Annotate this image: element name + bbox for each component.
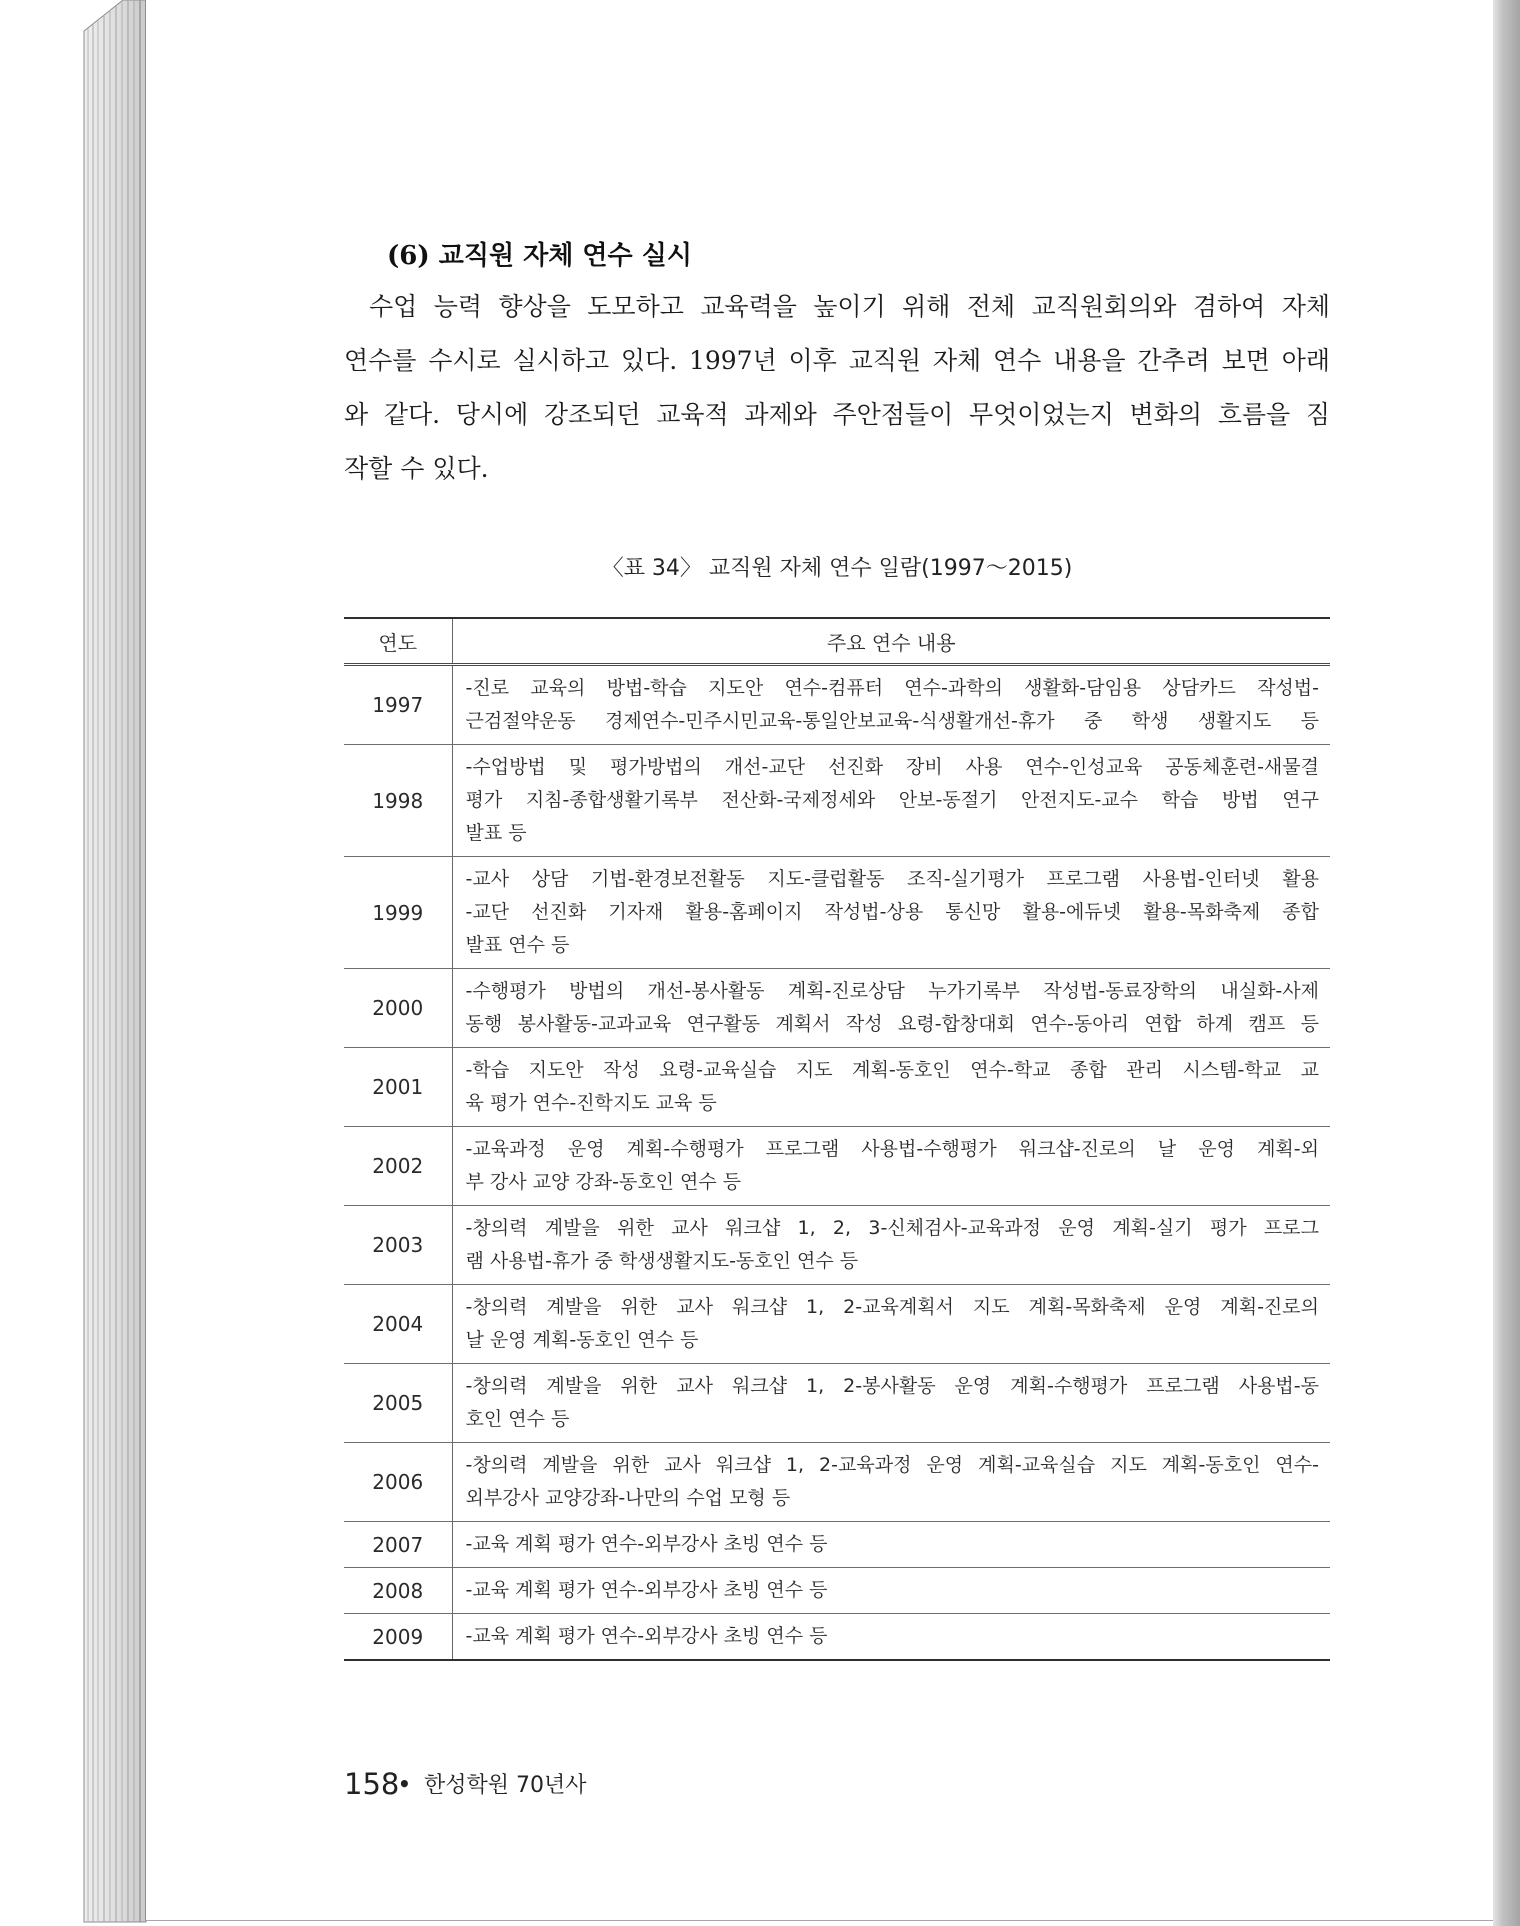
year-cell: 2009 bbox=[344, 1614, 452, 1661]
page-number: 158 bbox=[344, 1767, 400, 1801]
content-cell bbox=[452, 1285, 1330, 1364]
year-cell: 2001 bbox=[344, 1048, 452, 1127]
paragraph-line: 수업 능력 향상을 도모하고 교육력을 높이기 위해 전체 교직원회의와 겸하여 자체 bbox=[369, 292, 1330, 321]
content-line: 평가 지침-종합생활기록부 전산화-국제정세와 안보-동절기 안전지도-교수 학습 방법 연구 bbox=[465, 789, 1319, 811]
header-content: 주요 연수 내용 bbox=[452, 618, 1330, 665]
year-cell: 2004 bbox=[344, 1285, 452, 1364]
content-line: 발표 연수 등 bbox=[465, 934, 570, 956]
content-cell bbox=[452, 665, 1330, 745]
year-cell: 1999 bbox=[344, 857, 452, 969]
table-header-row bbox=[344, 618, 1330, 665]
table-row bbox=[344, 1614, 1330, 1661]
year-cell: 2008 bbox=[344, 1568, 452, 1614]
table-row bbox=[344, 1443, 1330, 1522]
paragraph-line: 작할 수 있다. bbox=[344, 454, 489, 483]
section-heading: (6) 교직원 자체 연수 실시 bbox=[387, 241, 692, 271]
content-line: 육 평가 연수-진학지도 교육 등 bbox=[465, 1092, 717, 1114]
content-line: -교육과정 운영 계획-수행평가 프로그램 사용법-수행평가 워크샵-진로의 날 운영 계획-외 bbox=[465, 1138, 1319, 1160]
table-row bbox=[344, 969, 1330, 1048]
year-cell: 2005 bbox=[344, 1364, 452, 1443]
content-cell bbox=[452, 1364, 1330, 1443]
table-row bbox=[344, 745, 1330, 857]
book-title: 한성학원 70년사 bbox=[424, 1773, 587, 1798]
content-line: 부 강사 교양 강좌-동호인 연수 등 bbox=[465, 1171, 742, 1193]
content-line: -수업방법 및 평가방법의 개선-교단 선진화 장비 사용 연수-인성교육 공동체훈련-새물결 bbox=[465, 756, 1319, 778]
table-row bbox=[344, 1568, 1330, 1614]
table-row bbox=[344, 665, 1330, 745]
table-caption: 〈표 34〉 교직원 자체 연수 일람(1997～2015) bbox=[601, 556, 1073, 581]
content-line: -학습 지도안 작성 요령-교육실습 지도 계획-동호인 연수-학교 종합 관리 시스템-학교 교 bbox=[465, 1059, 1319, 1081]
content-line: 날 운영 계획-동호인 연수 등 bbox=[465, 1329, 699, 1351]
content-line: -교육 계획 평가 연수-외부강사 초빙 연수 등 bbox=[465, 1533, 828, 1555]
content-line: -수행평가 방법의 개선-봉사활동 계획-진로상담 누가기록부 작성법-동료장학의 내실화-사제 bbox=[465, 980, 1319, 1002]
table-row bbox=[344, 1364, 1330, 1443]
content-cell bbox=[452, 1614, 1330, 1661]
content-cell bbox=[452, 1568, 1330, 1614]
content-line: 발표 등 bbox=[465, 822, 527, 844]
content-cell bbox=[452, 745, 1330, 857]
content-line: -창의력 계발을 위한 교사 워크샵 1, 2-교육계획서 지도 계획-목화축제 운영 계획-진로의 bbox=[465, 1296, 1319, 1318]
training-table bbox=[344, 617, 1330, 1661]
paragraph-line: 연수를 수시로 실시하고 있다. 1997년 이후 교직원 자체 연수 내용을 간추려 보면 아래 bbox=[344, 346, 1330, 375]
table-row bbox=[344, 1206, 1330, 1285]
content-cell bbox=[452, 857, 1330, 969]
table-row bbox=[344, 1285, 1330, 1364]
year-cell: 2000 bbox=[344, 969, 452, 1048]
footer-bullet: • bbox=[398, 1772, 411, 1796]
content-cell bbox=[452, 1048, 1330, 1127]
content-line: -진로 교육의 방법-학습 지도안 연수-컴퓨터 연수-과학의 생활화-담임용 상담카드 작성법- bbox=[465, 677, 1319, 699]
table-body bbox=[344, 665, 1330, 1661]
year-cell: 2003 bbox=[344, 1206, 452, 1285]
content-line: 램 사용법-휴가 중 학생생활지도-동호인 연수 등 bbox=[465, 1250, 859, 1272]
table-row bbox=[344, 1522, 1330, 1568]
content-cell bbox=[452, 1522, 1330, 1568]
year-cell: 2007 bbox=[344, 1522, 452, 1568]
paragraph-line: 와 같다. 당시에 강조되던 교육적 과제와 주안점들이 무엇이었는지 변화의 흐름을 짐 bbox=[344, 400, 1330, 429]
body-paragraph bbox=[344, 280, 1330, 496]
header-year: 연도 bbox=[344, 618, 452, 665]
table-row bbox=[344, 857, 1330, 969]
year-cell: 2002 bbox=[344, 1127, 452, 1206]
content-line: 호인 연수 등 bbox=[465, 1408, 570, 1430]
content-line: -교육 계획 평가 연수-외부강사 초빙 연수 등 bbox=[465, 1579, 828, 1601]
content-cell bbox=[452, 969, 1330, 1048]
content-line: 근검절약운동 경제연수-민주시민교육-통일안보교육-식생활개선-휴가 중 학생 생활지도 등 bbox=[465, 710, 1319, 732]
table-head bbox=[344, 618, 1330, 665]
content-line: 외부강사 교양강좌-나만의 수업 모형 등 bbox=[465, 1487, 791, 1509]
content-line: -교단 선진화 기자재 활용-홈페이지 작성법-상용 통신망 활용-에듀넷 활용-목화축제 종합 bbox=[465, 901, 1319, 923]
content-line: 동행 봉사활동-교과교육 연구활동 계획서 작성 요령-합창대회 연수-동아리 연합 하계 캠프 등 bbox=[465, 1013, 1319, 1035]
content-line: -창의력 계발을 위한 교사 워크샵 1, 2-봉사활동 운영 계획-수행평가 프로그램 사용법-동 bbox=[465, 1375, 1319, 1397]
page-shadow bbox=[1493, 0, 1520, 1926]
year-cell: 1997 bbox=[344, 665, 452, 745]
content-cell bbox=[452, 1127, 1330, 1206]
content-cell bbox=[452, 1443, 1330, 1522]
table-row bbox=[344, 1048, 1330, 1127]
page-stack-edges bbox=[0, 0, 160, 1926]
content-line: -교육 계획 평가 연수-외부강사 초빙 연수 등 bbox=[465, 1625, 828, 1647]
table-row bbox=[344, 1127, 1330, 1206]
content-cell bbox=[452, 1206, 1330, 1285]
year-cell: 2006 bbox=[344, 1443, 452, 1522]
content-line: -창의력 계발을 위한 교사 워크샵 1, 2-교육과정 운영 계획-교육실습 지도 계획-동호인 연수- bbox=[465, 1454, 1319, 1476]
year-cell: 1998 bbox=[344, 745, 452, 857]
content-line: -교사 상담 기법-환경보전활동 지도-클럽활동 조직-실기평가 프로그램 사용법-인터넷 활용 bbox=[465, 868, 1319, 890]
content-line: -창의력 계발을 위한 교사 워크샵 1, 2, 3-신체검사-교육과정 운영 계획-실기 평가 프로그 bbox=[465, 1217, 1319, 1239]
page-footer bbox=[344, 1764, 944, 1804]
